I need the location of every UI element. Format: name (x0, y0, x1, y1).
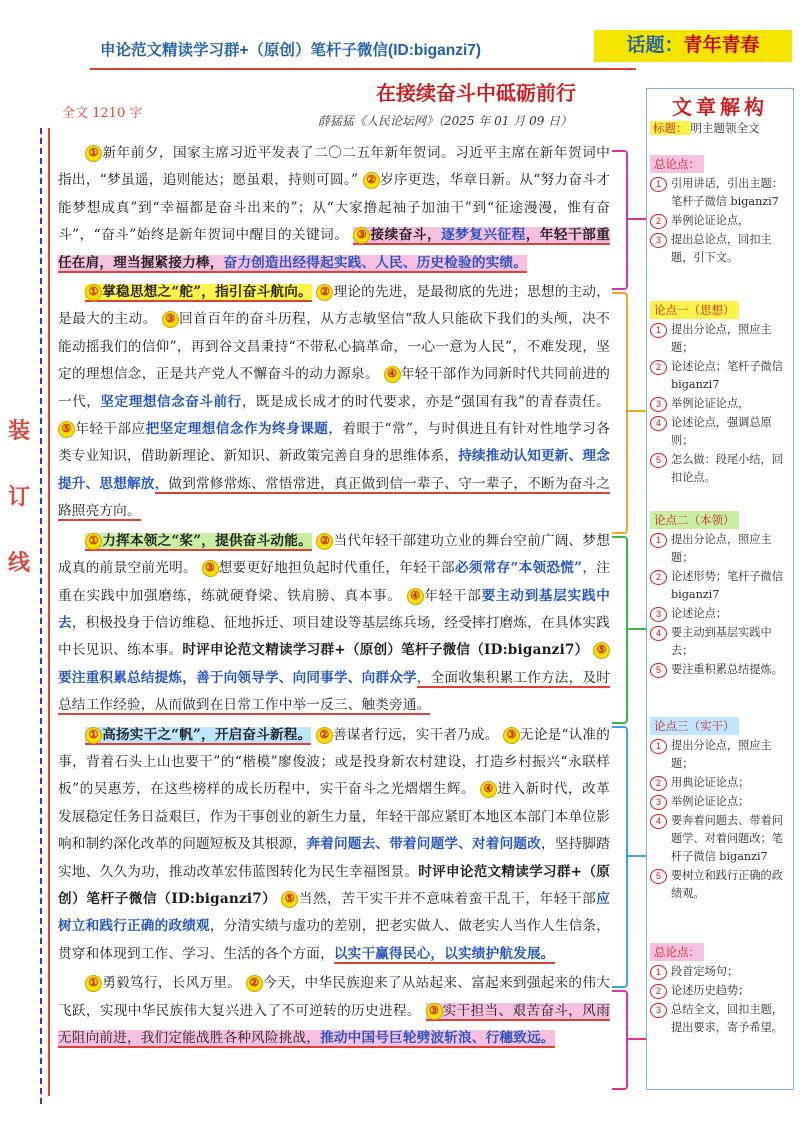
item-number: 3 (650, 1003, 667, 1018)
key-phrase: 必须常存“本领恐慌” (454, 560, 583, 577)
item-text: 提出总论点，回扣主题，引下文。 (671, 233, 772, 264)
item-number: 2 (650, 360, 667, 375)
item-number: 2 (650, 214, 667, 229)
item-number: 3 (650, 607, 667, 622)
topic-label: 话题： (626, 35, 684, 56)
sentence: 年轻干部应 (75, 421, 146, 438)
subpoint-highlight (85, 727, 311, 745)
sentence-number: ④ (407, 588, 424, 605)
sentence: 力挥本领之“桨”，提供奋斗动能。 (102, 532, 312, 549)
key-phrase: 逐梦复兴征程 (441, 227, 526, 244)
item-text: 举例论证论点， (671, 397, 750, 410)
bracket-conclusion-tail (626, 1038, 646, 1040)
item-number: 4 (650, 416, 667, 431)
key-phrase: 奋力创造出经得起实践、人民、历史检验的实绩。 (223, 254, 527, 271)
item-text: 举例论证论点， (671, 214, 750, 227)
key-phrase: 以实干赢得民心，以实绩护航发展。 (333, 945, 555, 962)
bracket-point-1 (612, 292, 628, 534)
item-text: 总结全文，回扣主题，提出要求，寄予希望。 (671, 1003, 783, 1034)
sentence: 理论的先进，是最彻底的先进；思想的主动，是最大的主动。 (58, 284, 611, 328)
sentence-number: ⑤ (593, 642, 610, 659)
item-number: 5 (650, 869, 667, 884)
item-number: 4 (650, 814, 667, 829)
sentence: ，着眼于“常”，与时俱进且有针对性地学习各类专业知识，借助新理论、新知识、新政策完善自身的思维体系， (58, 421, 610, 465)
sentence: 实干担当、艰苦奋斗，风雨无阻向前进，我们定能战胜各种风险挑战， (58, 1002, 610, 1046)
key-phrase: 持续推动认知更新、理念提升、思想解放 (58, 448, 610, 492)
promo-text: 时评申论范文精读学习群+（原创）笔杆子微信（ID:biganzi7） (182, 642, 589, 659)
article-source: 薛猛猛《人民论坛网》（2025 年 01 月 09 日） (318, 114, 573, 128)
sentence: ，全面收集积累工作方法，及时总结工作经验，从而做到在日常工作中举一反三、触类旁通。 (58, 669, 610, 714)
structure-panel (646, 88, 794, 1090)
sentence: 进入新时代，改革发展稳定任务日益艰巨，作为干事创业的新生力量，年轻干部应紧盯本地区本部门本单位影响和制约深化改革的问题短板及其根源， (58, 781, 610, 853)
sentence: 想要更好地担负起时代重任，年轻干部 (218, 560, 455, 577)
panel-title: 文章解构 (672, 95, 768, 119)
item-number: 1 (650, 739, 667, 754)
item-text: 怎么做：段尾小结，回扣论点。 (671, 453, 783, 484)
sentence: 勇毅笃行，长风万里。 (102, 975, 242, 992)
sentence-number: ② (316, 533, 333, 550)
panel-item (650, 358, 790, 394)
item-number: 3 (650, 233, 667, 248)
key-phrase: 应树立和践行正确的政绩观 (58, 890, 610, 935)
key-phrase: 推动中国号巨轮劈波斩浪、行穗致远。 (320, 1030, 555, 1046)
panel-item (650, 812, 790, 866)
panel-item (650, 212, 790, 230)
bracket-point-1-tail (626, 410, 646, 412)
panel-item (650, 531, 790, 567)
sentence-number: ① (85, 284, 102, 301)
sentence: 善谋者行远，实干者乃成。 (332, 726, 499, 743)
panel-item (650, 867, 790, 903)
sentence-number: ④ (384, 366, 401, 383)
panel-item (650, 793, 790, 811)
topic-value: 青年青春 (683, 35, 760, 56)
panel-item (650, 568, 790, 604)
paragraph-point-2 (54, 528, 614, 720)
sentence-number: ① (85, 145, 102, 162)
item-number: 2 (650, 570, 667, 585)
panel-section-point-1 (650, 301, 790, 488)
sentence-number: ① (85, 533, 102, 550)
panel-item (650, 963, 790, 981)
panel-item (650, 982, 790, 1000)
sentence: 无论是“认准的事，背着石头上山也要干”的“楷模”廖俊波；或是投身新农村建设，打造乡村振兴“永联样板”的吴惠芳，在这些榜样的成长历程中，实干奋斗之光熠熠生辉。 (58, 726, 610, 798)
panel-section-conclusion (650, 943, 790, 1038)
panel-item (650, 231, 790, 267)
panel-item (650, 624, 790, 660)
item-text: 论述历史趋势； (671, 984, 750, 997)
subpoint-highlight (85, 533, 312, 551)
bracket-point-2 (612, 536, 628, 724)
item-text: 论述论点； (671, 607, 727, 620)
section-tag: 论点三（实干） (650, 717, 739, 735)
sentence: 回首百年的奋斗历程，从方志敏坚信“敌人只能砍下我们的头颅，决不能动摇我们的信仰”，再到谷文昌秉持“不带私心搞革命，一心一意为人民”，不难发现，坚定的理想信念，正是共产党人不懈奋斗的动力源泉。 (58, 311, 610, 383)
paragraph-point-1 (54, 279, 614, 526)
section-tag: 论点一（思想） (650, 301, 739, 319)
title-note: 明主题领全文 (690, 121, 760, 135)
panel-section-point-3 (650, 717, 790, 904)
item-text: 要注重积累总结提炼。 (671, 663, 783, 676)
panel-item (650, 451, 790, 487)
item-number: 1 (650, 965, 667, 980)
paragraph-conclusion (54, 970, 614, 1052)
item-text: 要奔着问题去、带着问题学、对着问题改；笔杆子微信 biganzi7 (671, 814, 783, 863)
panel-item (650, 661, 790, 679)
key-phrase: 要注重积累总结提炼，善于向领导学、向同事学、向群众学 (58, 669, 417, 686)
sentence-number: ③ (353, 227, 370, 244)
item-number: 1 (650, 177, 667, 192)
sentence-number: ③ (426, 1003, 443, 1020)
paragraph-point-3 (54, 722, 614, 969)
panel-item (650, 321, 790, 357)
item-number: 4 (650, 626, 667, 641)
sentence: ，年轻干部重任在肩，理当握紧接力棒， (58, 227, 611, 271)
word-count: 全文 1210 字 (62, 106, 143, 121)
sentence: 高扬实干之“帆”，开启奋斗新程。 (102, 726, 312, 743)
sentence: 当然，苦干实干并不意味着蛮干乱干，年轻干部 (298, 890, 597, 907)
item-text: 要树立和践行正确的政绩观。 (671, 869, 783, 900)
item-text: 论述论点；笔杆子微信 biganzi7 (671, 360, 783, 391)
item-text: 论述论点，强调总原则； (671, 416, 772, 447)
panel-item (650, 414, 790, 450)
sentence: ，做到常修常炼、常悟常进，真正做到信一辈子、守一辈子，不断为奋斗之路照亮方向。 (58, 475, 610, 520)
item-text: 提出分论点，照应主题； (671, 739, 772, 770)
item-number: 5 (650, 453, 667, 468)
item-text: 段首定场句； (671, 965, 739, 978)
group-banner: 申论范文精读学习群+（原创）笔杆子微信(ID:biganzi7) (100, 42, 482, 59)
binding-char: 线 (7, 550, 30, 576)
sentence-number: ⑤ (58, 421, 75, 438)
article-body (54, 140, 614, 1054)
item-text: 要主动到基层实践中去； (671, 626, 772, 657)
sentence: 今天，中华民族迎来了从站起来、富起来到强起来的伟大飞跃，实现中华民族伟大复兴进入了不可逆转的历史进程。 (58, 975, 611, 1019)
bracket-intro-tail (626, 218, 646, 220)
panel-item (650, 1001, 790, 1037)
sentence-number: ① (85, 727, 102, 744)
panel-section-point-2 (650, 511, 790, 680)
bracket-point-3-tail (626, 855, 646, 857)
sentence: 当代年轻干部建功立业的舞台空前广阔、梦想成真的前景空前光明。 (58, 532, 611, 577)
sentence: ，积极投身于信访维稳、征地拆迁、项目建设等基层练兵场，经受摔打磨炼，在具体实践中长见识、练本事。 (58, 614, 611, 659)
bracket-intro (612, 150, 628, 290)
header-rule (90, 68, 636, 70)
bracket-conclusion (612, 990, 628, 1090)
panel-item (650, 737, 790, 773)
panel-item (650, 175, 790, 211)
key-phrase: 要主动到基层实践中去 (58, 587, 610, 631)
panel-item (650, 605, 790, 623)
sentence: ，分清实绩与虚功的差别，把老实做人、做老实人当作人生信条，贯穿和体现到工作、学习、生活的各个方面， (58, 918, 610, 962)
item-text: 提出分论点，照应主题； (671, 323, 772, 354)
section-tag: 论点二（本领） (650, 511, 739, 529)
sentence-number: ⑤ (281, 891, 298, 908)
title-tag: 标题： (650, 121, 691, 135)
bracket-point-2-tail (626, 628, 646, 630)
sentence-number: ② (316, 284, 333, 301)
key-phrase: 奔着问题去、带着问题学、对着问题改 (306, 836, 542, 853)
binding-char: 装 (7, 418, 30, 444)
sentence-number: ① (85, 975, 102, 992)
paragraph-intro (54, 140, 614, 277)
panel-item (650, 774, 790, 792)
item-text: 引用讲话，引出主题：笔杆子微信 biganzi7 (671, 177, 783, 208)
sentence-number: ② (246, 975, 263, 992)
key-phrase: 把坚定理想信念作为终身课题 (145, 421, 329, 438)
sentence: 年轻干部 (423, 587, 482, 604)
sentence-number: ③ (503, 727, 520, 744)
item-number: 3 (650, 397, 667, 412)
sentence: ，坚持脚踏实地、久久为功，推动改革宏伟蓝图转化为民生幸福图景。 (58, 836, 611, 880)
item-text: 举例论证论点； (671, 795, 750, 808)
sentence: ，既是成长成才的时代要求，亦是“强国有我”的青春责任。 (241, 393, 610, 410)
item-number: 3 (650, 795, 667, 810)
article-title: 在接续奋斗中砥砺前行 (376, 81, 576, 105)
item-text: 论述形势；笔杆子微信 biganzi7 (671, 570, 783, 601)
section-tag: 总论点： (650, 943, 704, 961)
item-number: 5 (650, 663, 667, 678)
sentence: 接续奋斗， (370, 227, 442, 244)
item-text: 提出分论点，照应主题； (671, 533, 772, 564)
binding-char: 订 (7, 484, 30, 510)
subpoint-highlight (85, 284, 312, 302)
sentence-number: ③ (202, 560, 219, 577)
item-number: 2 (650, 776, 667, 791)
sentence: 新年前夕，国家主席习近平发表了二〇二五年新年贺词。习近平主席在新年贺词中指出，“梦虽遥，追则能达；愿虽艰，持则可圆。” (58, 145, 610, 189)
margin-rule (48, 128, 50, 1096)
promo-text: 时评申论范文精读学习群+（原创）笔杆子微信（ID:biganzi7） (58, 863, 610, 907)
section-tag: 总论点： (650, 155, 704, 173)
sentence-number: ② (316, 727, 333, 744)
item-text: 用典论证论点； (671, 776, 750, 789)
item-number: 1 (650, 533, 667, 548)
sentence-number: ③ (162, 311, 179, 328)
panel-title-note (650, 119, 790, 137)
sentence: 年轻干部作为同新时代共同前进的一代， (58, 366, 610, 410)
bracket-point-3 (612, 726, 628, 988)
item-number: 2 (650, 984, 667, 999)
key-phrase: 坚定理想信念奋斗前行 (100, 393, 242, 410)
sentence-number: ② (363, 172, 380, 189)
binding-label (4, 398, 34, 596)
topic-badge (594, 30, 792, 62)
sentence: 岁序更迭，华章日新。从“努力奋斗才能梦想成真”到“幸福都是奋斗出来的”；从“大家撸起袖子加油干”到“征途漫漫，惟有奋斗”，“奋斗”始终是新年贺词中醒目的关键词。 (58, 172, 611, 244)
sentence: 掌稳思想之“舵”，指引奋斗航向。 (102, 284, 312, 301)
item-number: 1 (650, 323, 667, 338)
panel-item (650, 395, 790, 413)
binding-dashed-line (40, 128, 42, 1104)
sentence: ，注重在实践中加强磨练，练就硬脊梁、铁肩膀、真本事。 (58, 560, 611, 604)
sentence-number: ④ (480, 781, 497, 798)
panel-section-intro (650, 155, 790, 268)
